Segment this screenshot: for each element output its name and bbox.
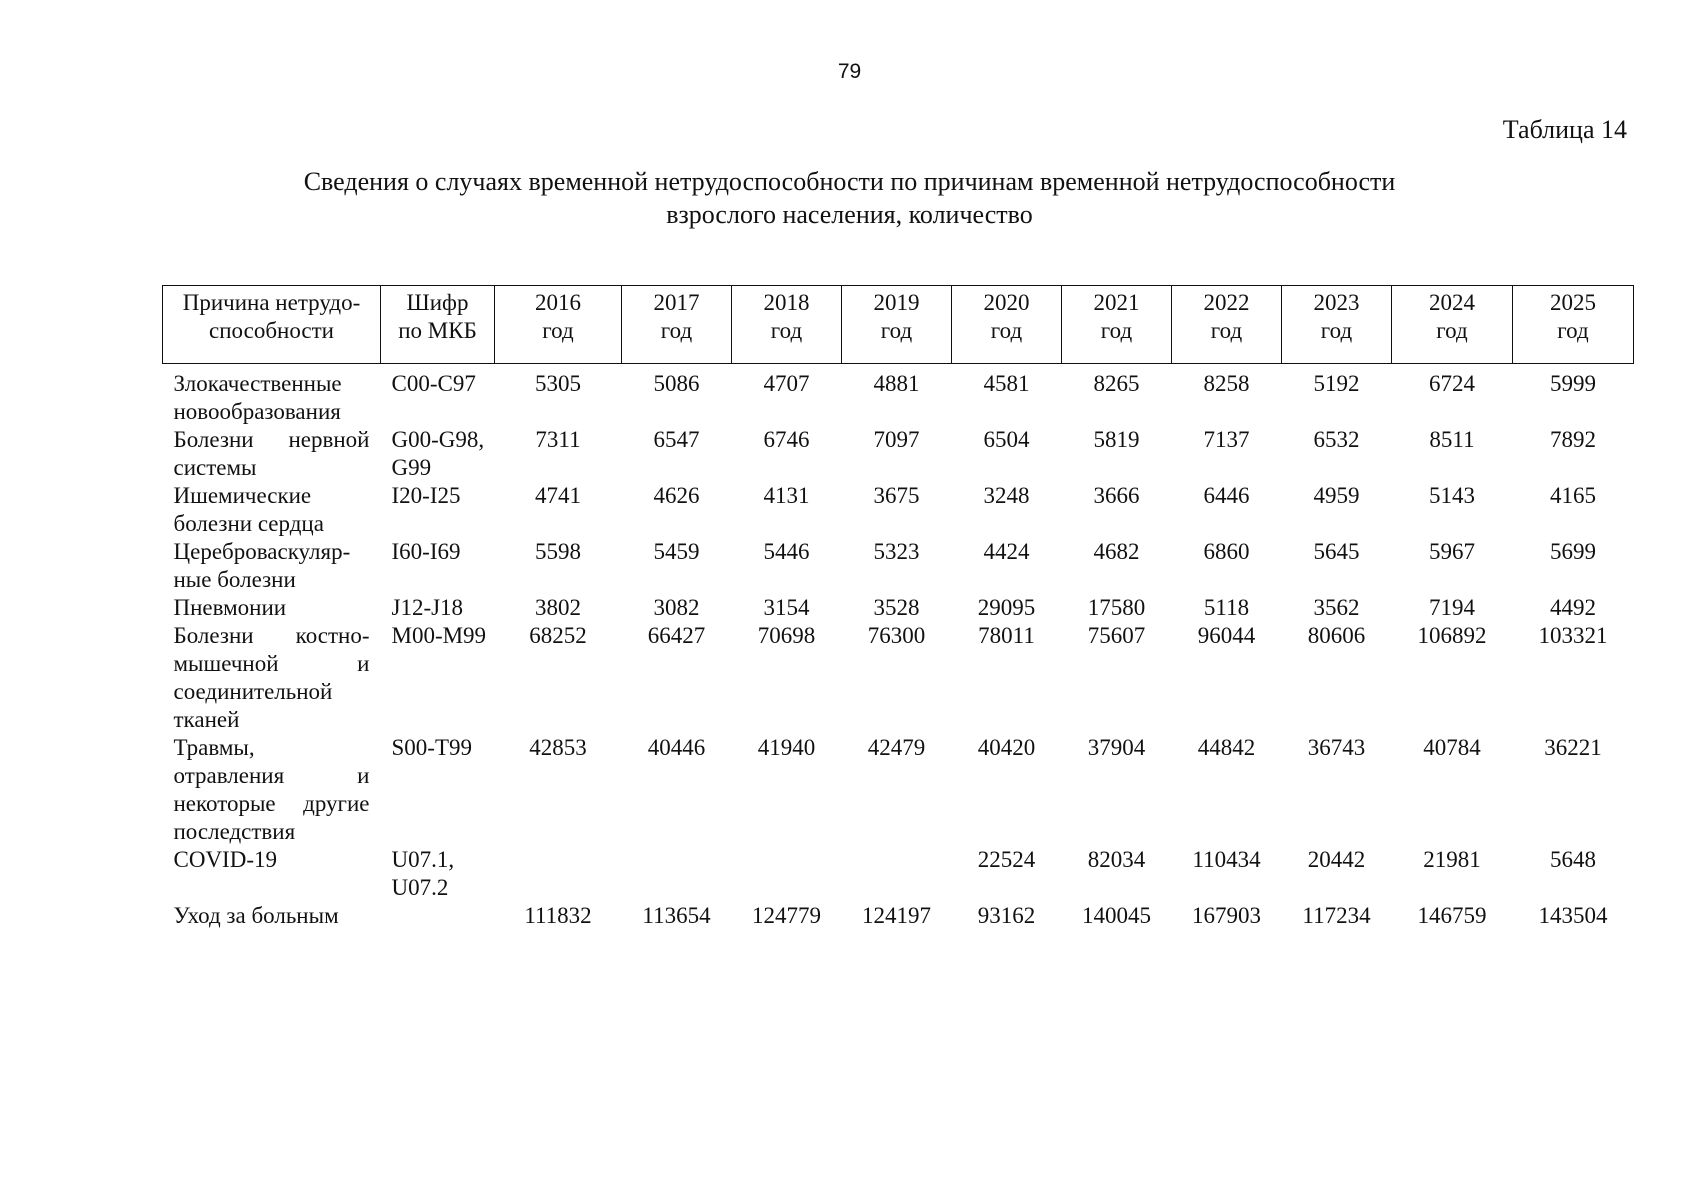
value-cell: 106892 xyxy=(1417,623,1487,648)
value-cell: 3082 xyxy=(653,595,700,620)
value-cell xyxy=(732,846,842,902)
table-row xyxy=(163,902,1634,930)
value-cell: 7097 xyxy=(873,427,920,452)
header-year: 2020 xyxy=(983,290,1030,315)
value-cell: 113654 xyxy=(642,903,711,928)
value-cell: 5598 xyxy=(535,539,581,564)
value-cell: 75607 xyxy=(1087,623,1146,648)
sick-leave-table xyxy=(162,285,1634,930)
value-cell: 124779 xyxy=(752,903,821,928)
table-header-row xyxy=(163,286,1634,364)
value-cell: 3154 xyxy=(763,595,810,620)
value-cell: 37904 xyxy=(1087,735,1146,760)
value-cell: 5999 xyxy=(1550,371,1596,396)
value-cell: 124197 xyxy=(862,903,931,928)
value-cell: 22524 xyxy=(977,847,1036,872)
value-cell: 8511 xyxy=(1429,427,1475,452)
value-cell: 5648 xyxy=(1550,847,1596,872)
icd-code-cell: J12-J18 xyxy=(391,595,464,620)
header-year-unit: год xyxy=(1100,318,1133,343)
value-cell: 5699 xyxy=(1550,539,1596,564)
table-row xyxy=(163,622,1634,734)
value-cell: 42853 xyxy=(529,735,587,760)
cause-cell: COVID-19 xyxy=(173,847,277,872)
value-cell: 6532 xyxy=(1313,427,1360,452)
header-year-unit: год xyxy=(660,318,693,343)
value-cell: 7137 xyxy=(1203,427,1250,452)
value-cell: 4682 xyxy=(1093,539,1140,564)
icd-code-cell: C00-C97 xyxy=(391,371,476,396)
value-cell: 5143 xyxy=(1429,483,1475,508)
value-cell: 8258 xyxy=(1203,371,1250,396)
cause-cell: Пневмонии xyxy=(173,595,287,620)
table-label: Таблица 14 xyxy=(1502,115,1627,144)
value-cell: 3802 xyxy=(535,595,581,620)
value-cell: 3675 xyxy=(873,483,920,508)
table-title-line-2: взрослого населения, количество xyxy=(666,200,1033,229)
value-cell: 103321 xyxy=(1538,623,1608,648)
header-year-2020 xyxy=(952,286,1062,364)
value-cell: 80606 xyxy=(1307,623,1366,648)
value-cell: 82034 xyxy=(1087,847,1146,872)
value-cell: 4741 xyxy=(535,483,581,508)
value-cell: 78011 xyxy=(978,623,1035,648)
value-cell: 5967 xyxy=(1429,539,1475,564)
value-cell: 5459 xyxy=(653,539,700,564)
value-cell: 42479 xyxy=(867,735,926,760)
value-cell: 41940 xyxy=(757,735,816,760)
header-year-unit: год xyxy=(1210,318,1243,343)
table-row xyxy=(163,482,1634,538)
table-row xyxy=(163,594,1634,622)
value-cell: 6724 xyxy=(1429,371,1475,396)
value-cell: 5323 xyxy=(873,539,920,564)
cause-cell: Болезни костно-мышечной и соединительной тканей xyxy=(173,623,370,732)
value-cell: 5305 xyxy=(535,371,581,396)
value-cell: 167903 xyxy=(1192,903,1261,928)
value-cell: 36743 xyxy=(1307,735,1366,760)
value-cell: 4881 xyxy=(873,371,920,396)
value-cell: 110434 xyxy=(1192,847,1261,872)
header-year-2016 xyxy=(495,286,622,364)
value-cell xyxy=(842,846,952,902)
value-cell: 5086 xyxy=(653,371,700,396)
header-year: 2021 xyxy=(1093,290,1140,315)
header-code-line-1: Шифр xyxy=(406,290,469,315)
header-year-unit: год xyxy=(990,318,1023,343)
value-cell: 5118 xyxy=(1203,595,1250,620)
header-cause xyxy=(163,286,381,364)
value-cell: 96044 xyxy=(1197,623,1256,648)
value-cell: 66427 xyxy=(647,623,706,648)
table-row xyxy=(163,538,1634,594)
header-year: 2018 xyxy=(763,290,810,315)
icd-code-cell: G00-G98, G99 xyxy=(391,427,485,480)
header-cause-line-1: Причина нетрудо- xyxy=(182,290,361,315)
value-cell: 4131 xyxy=(763,483,810,508)
icd-code-cell xyxy=(381,902,495,930)
header-year: 2019 xyxy=(873,290,920,315)
header-year-2022 xyxy=(1172,286,1282,364)
header-year-2021 xyxy=(1062,286,1172,364)
value-cell: 146759 xyxy=(1417,903,1487,928)
header-year-2019 xyxy=(842,286,952,364)
value-cell: 4707 xyxy=(763,371,810,396)
header-year: 2016 xyxy=(535,290,581,315)
value-cell: 3248 xyxy=(983,483,1030,508)
value-cell xyxy=(622,846,732,902)
value-cell: 7892 xyxy=(1550,427,1596,452)
header-code xyxy=(381,286,495,364)
value-cell: 6446 xyxy=(1203,483,1250,508)
table-row xyxy=(163,426,1634,482)
value-cell: 6547 xyxy=(653,427,700,452)
value-cell: 8265 xyxy=(1093,371,1140,396)
value-cell: 6504 xyxy=(983,427,1030,452)
value-cell: 7194 xyxy=(1429,595,1475,620)
cause-cell: Болезни нервной системы xyxy=(173,427,370,480)
value-cell: 4492 xyxy=(1550,595,1596,620)
value-cell: 4165 xyxy=(1550,483,1596,508)
value-cell: 40420 xyxy=(977,735,1036,760)
table-row xyxy=(163,734,1634,846)
header-year: 2017 xyxy=(653,290,700,315)
value-cell: 117234 xyxy=(1302,903,1371,928)
header-year: 2025 xyxy=(1550,290,1596,315)
cause-cell: Травмы, отравления и некоторые другие последствия xyxy=(173,735,370,844)
value-cell: 17580 xyxy=(1087,595,1146,620)
value-cell: 5192 xyxy=(1313,371,1360,396)
icd-code-cell: U07.1, U07.2 xyxy=(391,847,455,900)
value-cell: 5446 xyxy=(763,539,810,564)
value-cell: 68252 xyxy=(529,623,587,648)
value-cell: 6746 xyxy=(763,427,810,452)
value-cell: 44842 xyxy=(1197,735,1256,760)
table-body xyxy=(163,364,1634,931)
value-cell: 76300 xyxy=(867,623,926,648)
value-cell: 29095 xyxy=(977,595,1036,620)
icd-code-cell: I20-I25 xyxy=(391,483,461,508)
header-year: 2023 xyxy=(1313,290,1360,315)
value-cell: 3562 xyxy=(1313,595,1360,620)
table-row xyxy=(163,846,1634,902)
cause-cell: Цереброваскуляр-ные болезни xyxy=(173,539,351,592)
value-cell: 3666 xyxy=(1093,483,1140,508)
table-title xyxy=(0,165,1699,231)
header-year-2023 xyxy=(1282,286,1392,364)
value-cell: 93162 xyxy=(977,903,1036,928)
value-cell: 21981 xyxy=(1423,847,1481,872)
header-cause-line-2: способности xyxy=(209,318,334,343)
icd-code-cell: S00-T99 xyxy=(391,735,472,760)
header-year-unit: год xyxy=(1436,318,1468,343)
header-year-2025 xyxy=(1513,286,1634,364)
header-year-unit: год xyxy=(1557,318,1589,343)
value-cell: 40446 xyxy=(647,735,706,760)
value-cell: 5645 xyxy=(1313,539,1360,564)
header-year: 2022 xyxy=(1203,290,1250,315)
table-row xyxy=(163,364,1634,427)
header-year-2018 xyxy=(732,286,842,364)
icd-code-cell: I60-I69 xyxy=(391,539,461,564)
header-year-unit: год xyxy=(1320,318,1353,343)
value-cell: 36221 xyxy=(1544,735,1602,760)
header-year: 2024 xyxy=(1429,290,1475,315)
cause-cell: Ишемические болезни сердца xyxy=(173,483,324,536)
value-cell: 111832 xyxy=(524,903,592,928)
value-cell: 140045 xyxy=(1082,903,1151,928)
header-year-unit: год xyxy=(880,318,913,343)
header-code-line-2: по МКБ xyxy=(398,318,477,343)
page-number: 79 xyxy=(837,60,862,83)
value-cell: 4959 xyxy=(1313,483,1360,508)
header-year-2024 xyxy=(1392,286,1513,364)
value-cell: 4626 xyxy=(653,483,700,508)
value-cell: 70698 xyxy=(757,623,816,648)
value-cell: 6860 xyxy=(1203,539,1250,564)
value-cell: 20442 xyxy=(1307,847,1366,872)
value-cell: 143504 xyxy=(1538,903,1608,928)
icd-code-cell: M00-M99 xyxy=(391,623,487,648)
cause-cell: Злокачественные новообразования xyxy=(173,371,342,424)
value-cell: 3528 xyxy=(873,595,920,620)
table-title-line-1: Сведения о случаях временной нетрудоспособности по причинам временной нетрудоспособности xyxy=(303,167,1396,196)
value-cell: 4424 xyxy=(983,539,1030,564)
header-year-unit: год xyxy=(542,318,574,343)
value-cell: 40784 xyxy=(1423,735,1481,760)
cause-cell: Уход за больным xyxy=(173,903,339,928)
value-cell xyxy=(495,846,622,902)
value-cell: 4581 xyxy=(983,371,1030,396)
header-year-unit: год xyxy=(770,318,803,343)
header-year-2017 xyxy=(622,286,732,364)
value-cell: 5819 xyxy=(1093,427,1140,452)
value-cell: 7311 xyxy=(535,427,581,452)
